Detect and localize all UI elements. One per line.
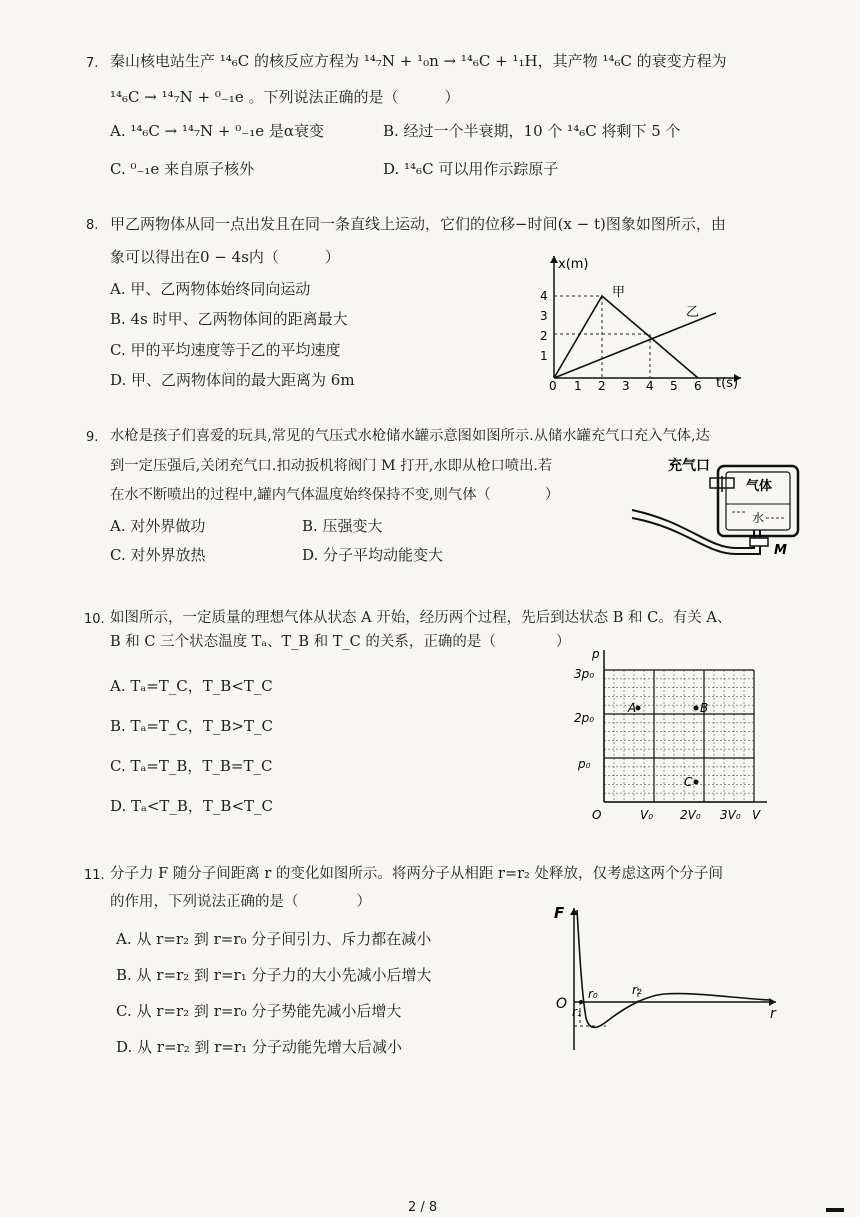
q8-y-label: x(m) (558, 257, 589, 272)
q8-stem-line1: 甲乙两物体从同一点出发且在同一条直线上运动，它们的位移−时间(x − t)图象如图所示，由 (110, 215, 726, 233)
q8-x-tick-6: 6 (694, 379, 702, 390)
q10-label-a: A (628, 701, 637, 715)
q10-v-label: V (752, 808, 761, 822)
q11-point-r0 (579, 1000, 583, 1004)
q7-stem-line1: 秦山核电站生产 ¹⁴₆C 的核反应方程为 ¹⁴₇N + ¹₀n → ¹⁴₆C + ¹₁H，其产物 ¹⁴₆C 的衰变方程为 (110, 52, 727, 70)
q11-label-r1: r₁ (572, 1005, 582, 1019)
q9-option-b: B. 压强变大 (302, 517, 383, 535)
q10-option-b: B. Tₐ=T_C，T_B>T_C (110, 717, 273, 735)
q11-f-label: F (554, 904, 565, 922)
q7-option-a: A. ¹⁴₆C → ¹⁴₇N + ⁰₋₁e 是α衰变 (110, 122, 324, 140)
q9-tank (718, 466, 798, 536)
q8-x-tick-3: 3 (622, 379, 630, 390)
q8-line-jia (554, 296, 698, 378)
q8-label-jia: 甲 (612, 285, 626, 300)
q11-stem-line2: 的作用，下列说法正确的是（ ） (110, 894, 371, 910)
q8-x-label: t(s) (716, 376, 739, 390)
q8-x-tick-5: 5 (670, 379, 678, 390)
q11-option-b: B. 从 r=r₂ 到 r=r₁ 分子力的大小先减小后增大 (116, 966, 432, 984)
q8-x-tick-4: 4 (646, 379, 654, 390)
q11-force-graph (544, 900, 784, 1060)
q10-p-tick-1: p₀ (578, 757, 591, 771)
q10-stem-line2: B 和 C 三个状态温度 Tₐ、T_B 和 T_C 的关系，正确的是（ ） (110, 634, 571, 650)
q10-point-c (694, 780, 699, 785)
q8-stem-line2: 象可以得出在0 − 4s内（ ） (110, 248, 340, 266)
q10-v-tick-1: V₀ (640, 808, 654, 822)
q10-v-tick-3: 3V₀ (720, 808, 741, 822)
q11-r-arrow (769, 998, 776, 1006)
q9-option-a: A. 对外界做功 (110, 517, 206, 535)
q8-x-tick-1: 1 (574, 379, 582, 390)
q8-label-yi: 乙 (686, 305, 700, 320)
q8-origin: 0 (549, 379, 557, 390)
q7-option-c: C. ⁰₋₁e 来自原子核外 (110, 160, 255, 178)
q9-number: 9. (86, 430, 99, 445)
q8-y-tick-1: 1 (540, 349, 548, 363)
q9-outlet-pipe (632, 510, 754, 548)
q9-water-gun-figure (628, 452, 808, 570)
q11-stem-line1: 分子力 F 随分子间距离 r 的变化如图所示。将两分子从相距 r=r₂ 处释放，仅考虑这两个分子间 (110, 866, 723, 882)
q7-option-d: D. ¹⁴₆C 可以用作示踪原子 (383, 160, 559, 178)
q9-option-c: C. 对外界放热 (110, 546, 206, 564)
q10-option-a: A. Tₐ=T_C，T_B<T_C (110, 677, 273, 695)
q8-option-b: B. 4s 时甲、乙两物体间的距离最大 (110, 310, 348, 328)
q11-label-r2: r₂ (632, 983, 642, 997)
q10-v-tick-2: 2V₀ (680, 808, 701, 822)
q7-number: 7. (86, 56, 99, 71)
q10-grid (604, 670, 754, 802)
q8-option-a: A. 甲、乙两物体始终同向运动 (110, 280, 311, 298)
q7-option-b: B. 经过一个半衰期，10 个 ¹⁴₆C 将剩下 5 个 (383, 122, 681, 140)
q11-force-curve (577, 910, 769, 1028)
edge-mark (826, 1208, 844, 1212)
q9-label-valve: M (774, 543, 787, 558)
q10-point-a (636, 706, 641, 711)
q9-stem-line2: 到一定压强后,关闭充气口.扣动扳机将阀门 M 打开,水即从枪口喷出.若 (110, 458, 553, 474)
q8-line-yi (554, 313, 716, 378)
q9-valve-m (750, 538, 768, 546)
q8-xt-graph (536, 250, 746, 390)
q9-label-gas: 气体 (746, 479, 773, 494)
q10-origin: O (592, 808, 602, 822)
page-footer: 2 / 8 (408, 1200, 438, 1215)
q11-option-c: C. 从 r=r₂ 到 r=r₀ 分子势能先减小后增大 (116, 1002, 402, 1020)
q8-option-c: C. 甲的平均速度等于乙的平均速度 (110, 341, 341, 359)
q10-option-c: C. Tₐ=T_B，T_B=T_C (110, 757, 273, 775)
q10-p-label: p (592, 647, 600, 661)
q11-origin: O (556, 996, 568, 1012)
q9-stem-line1: 水枪是孩子们喜爱的玩具,常见的气压式水枪储水罐示意图如图所示.从储水罐充气口充入气体,达 (110, 428, 710, 444)
q8-y-arrow (550, 256, 558, 263)
q10-pv-graph (572, 644, 772, 826)
q10-number: 10. (84, 612, 105, 627)
q10-stem-line1: 如图所示，一定质量的理想气体从状态 A 开始，经历两个过程，先后到达状态 B 和 C。有关 A、 (110, 610, 732, 626)
q8-option-d: D. 甲、乙两物体间的最大距离为 6m (110, 371, 355, 389)
q10-point-b (694, 706, 699, 711)
q8-y-tick-2: 2 (540, 329, 548, 343)
q9-label-water: 水 (752, 511, 765, 525)
q8-y-tick-3: 3 (540, 309, 548, 323)
q11-number: 11. (84, 868, 105, 883)
q9-stem-line3: 在水不断喷出的过程中,罐内气体温度始终保持不变,则气体（ ） (110, 487, 560, 503)
q11-option-a: A. 从 r=r₂ 到 r=r₀ 分子间引力、斥力都在减小 (116, 930, 432, 948)
q9-option-d: D. 分子平均动能变大 (302, 546, 444, 564)
q10-p-tick-3: 3p₀ (574, 667, 595, 681)
q11-r-label: r (770, 1006, 776, 1022)
q9-label-inlet: 充气口 (668, 458, 710, 474)
q11-label-r0: r₀ (588, 987, 598, 1001)
q7-stem-line2: ¹⁴₆C → ¹⁴₇N + ⁰₋₁e 。下列说法正确的是（ ） (110, 88, 460, 106)
q8-x-tick-2: 2 (598, 379, 606, 390)
q11-option-d: D. 从 r=r₂ 到 r=r₁ 分子动能先增大后减小 (116, 1038, 402, 1056)
q8-y-tick-4: 4 (540, 289, 548, 303)
q10-label-b: B (700, 701, 709, 715)
q10-p-tick-2: 2p₀ (574, 711, 595, 725)
q8-number: 8. (86, 218, 99, 233)
q10-label-c: C (684, 775, 693, 789)
q10-option-d: D. Tₐ<T_B，T_B<T_C (110, 797, 273, 815)
